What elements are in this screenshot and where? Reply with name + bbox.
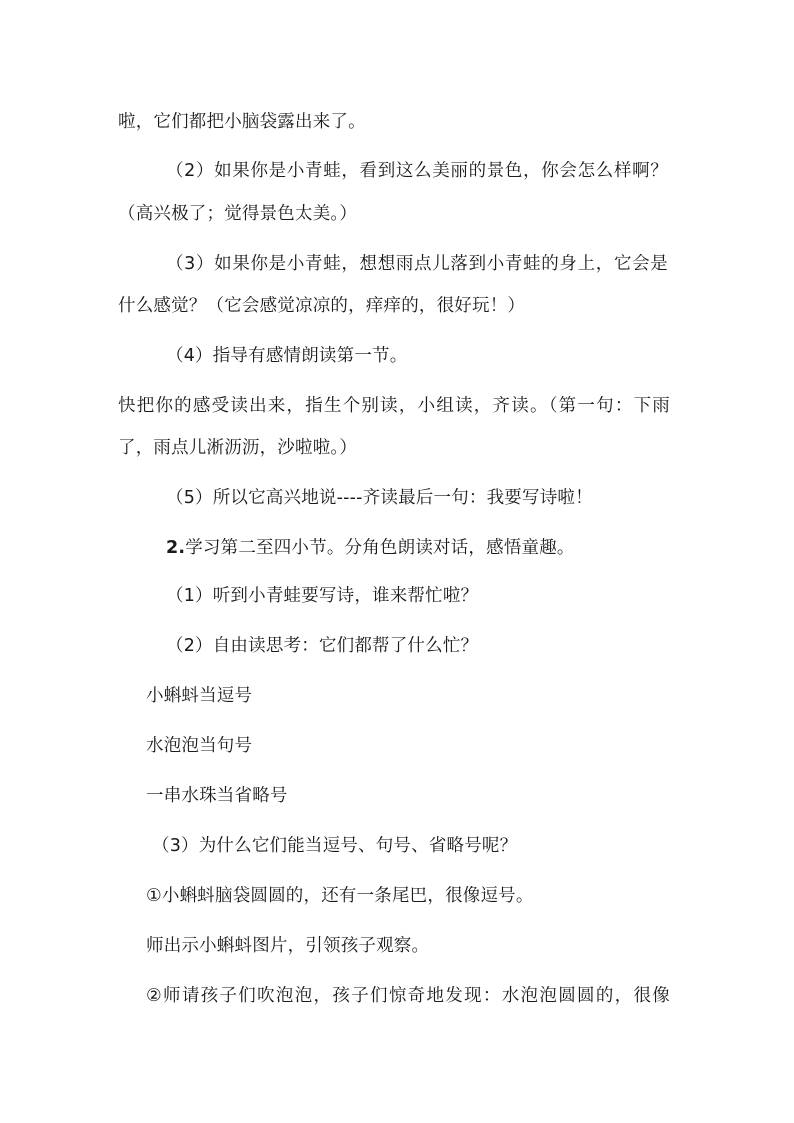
text-line: 什么感觉？（它会感觉凉凉的，痒痒的，很好玩！） xyxy=(118,296,526,316)
text-line: （1）听到小青蛙要写诗，谁来帮忙啦？ xyxy=(166,586,479,606)
text-line: （高兴极了；觉得景色太美。） xyxy=(118,204,358,224)
list-item: 小蝌蚪当逗号 xyxy=(146,686,253,706)
list-item: 水泡泡当句号 xyxy=(146,736,253,756)
text-line: 啦，它们都把小脑袋露出来了。 xyxy=(118,112,366,132)
text-line: ①小蝌蚪脑袋圆圆的，还有一条尾巴，很像逗号。 xyxy=(146,886,534,906)
text-line: 了，雨点儿淅沥沥，沙啦啦。） xyxy=(118,438,358,458)
text-line: （5）所以它高兴地说----齐读最后一句：我要写诗啦！ xyxy=(166,488,593,508)
section-heading: 2.学习第二至四小节。分角色朗读对话，感悟童趣。 xyxy=(166,538,575,558)
text-line: （4）指导有感情朗读第一节。 xyxy=(166,346,408,366)
text-line: （2）如果你是小青蛙，看到这么美丽的景色，你会怎么样啊？ xyxy=(166,161,668,181)
text-line: （3）如果你是小青蛙，想想雨点儿落到小青蛙的身上，它会是 xyxy=(166,254,668,274)
list-item: 一串水珠当省略号 xyxy=(146,786,288,806)
text-line: 师出示小蝌蚪图片，引领孩子观察。 xyxy=(146,936,430,956)
text-line: ②师请孩子们吹泡泡，孩子们惊奇地发现：水泡泡圆圆的，很像 xyxy=(146,986,670,1006)
text-line: 快把你的感受读出来，指生个别读，小组读，齐读。（第一句：下雨 xyxy=(118,396,670,416)
text-line: （3）为什么它们能当逗号、句号、省略号呢？ xyxy=(152,836,518,856)
text-line: （2）自由读思考：它们都帮了什么忙？ xyxy=(166,636,479,656)
